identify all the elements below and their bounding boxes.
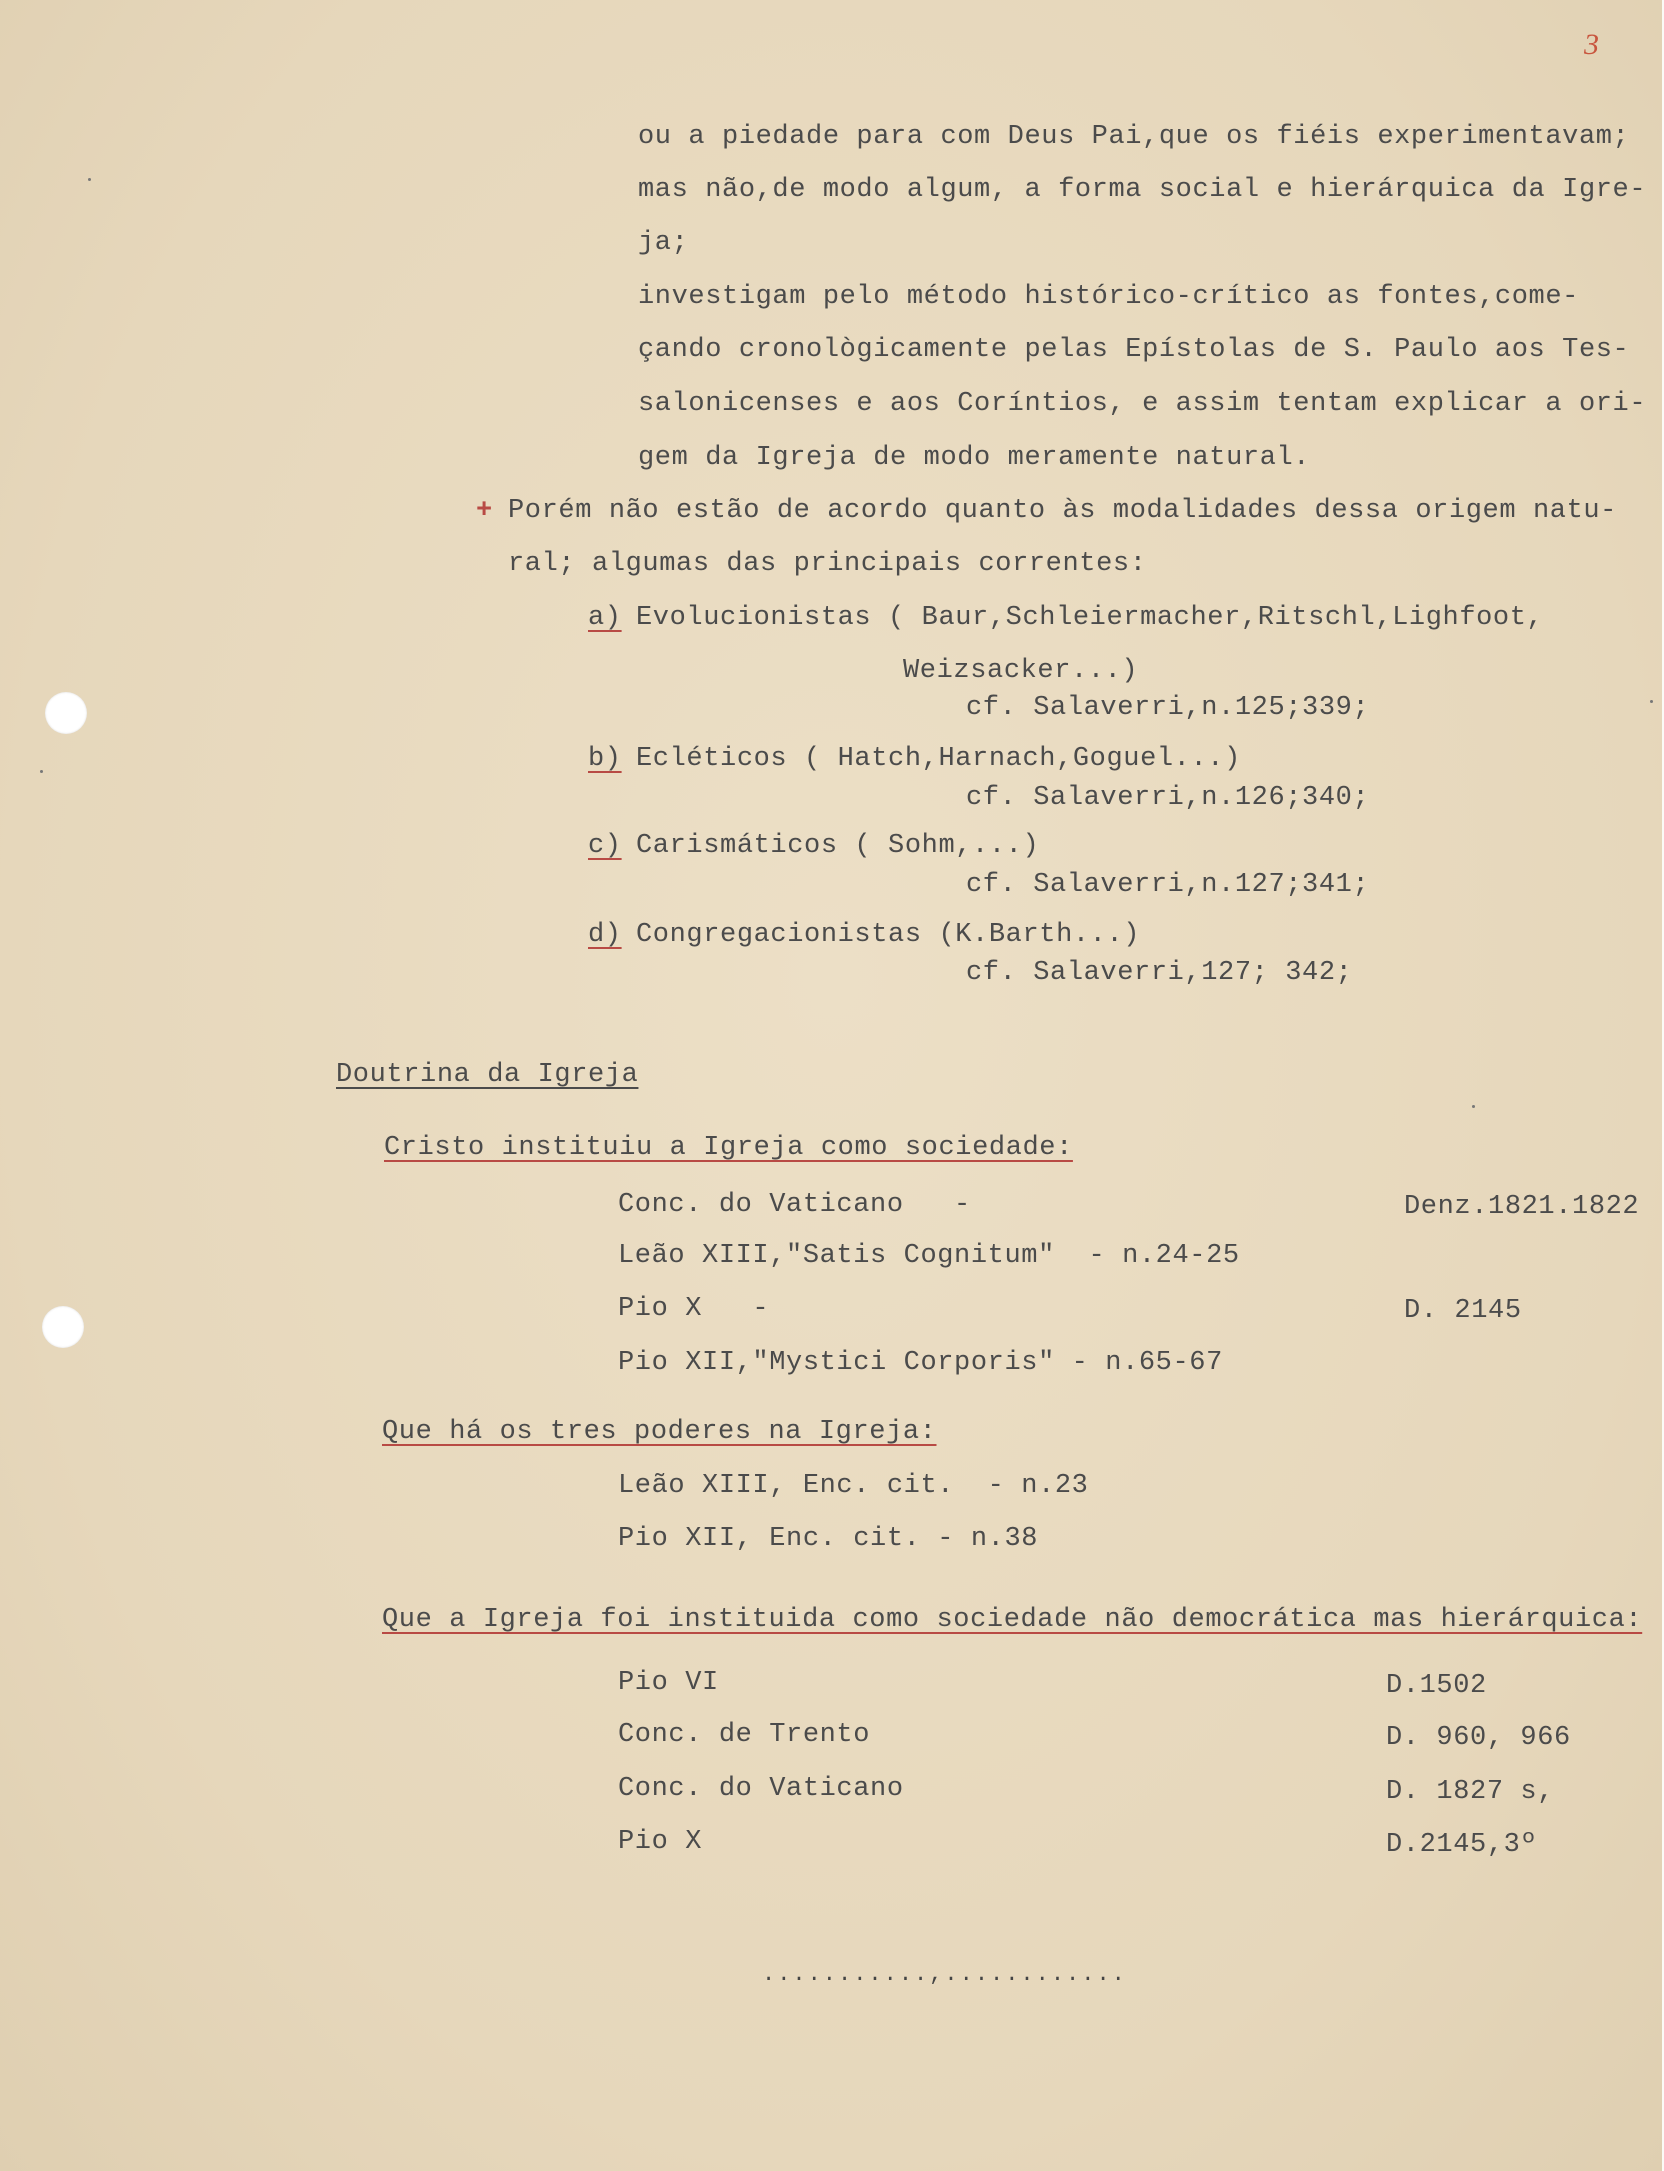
citation-source: Leão XIII,"Satis Cognitum" - n.24-25 [618,1241,1240,1271]
list-letter: a) [588,603,622,633]
paragraph-line: ou a piedade para com Deus Pai,que os fiéis experimentavam; [638,122,1630,152]
page-number: 3 [1584,28,1599,61]
paper-speck [1472,1105,1475,1108]
paragraph-line: investigam pelo método histórico-crítico as fontes,come- [638,282,1579,312]
citation-source: Pio XII, Enc. cit. - n.38 [618,1524,1039,1554]
subsection-heading: Cristo instituiu a Igreja como sociedade: [384,1133,1073,1163]
subsection-heading: Que há os tres poderes na Igreja: [382,1417,937,1447]
citation-source: Conc. do Vaticano [618,1774,904,1804]
current-text: Congregacionistas (K.Barth...) [636,920,1141,950]
paper-speck [40,770,43,773]
paragraph-line: çando cronològicamente pelas Epístolas de S. Paulo aos Tes- [638,335,1630,365]
end-separator-dots: ...........,............ [762,1962,1127,1987]
citation-reference: D. 960, 966 [1386,1723,1571,1753]
current-reference: cf. Salaverri,n.126;340; [966,783,1370,813]
subsection-heading: Que a Igreja foi instituida como sociedade não democrática mas hierárquica: [382,1605,1643,1635]
punch-hole-top [45,692,87,734]
paper-speck [1650,700,1653,703]
citation-source: Conc. de Trento [618,1720,871,1750]
current-text: Carismáticos ( Sohm,...) [636,831,1040,861]
paragraph-line: mas não,de modo algum, a forma social e hierárquica da Igre- [638,175,1647,205]
citation-source: Pio XII,"Mystici Corporis" - n.65-67 [618,1348,1223,1378]
current-text: Ecléticos ( Hatch,Harnach,Goguel...) [636,744,1241,774]
punch-hole-bottom [42,1306,84,1348]
citation-source: Pio X [618,1827,703,1857]
intro-line: ral; algumas das principais correntes: [508,549,1147,579]
current-reference: cf. Salaverri,n.125;339; [966,693,1370,723]
citation-source: Pio VI [618,1668,719,1698]
list-letter: d) [588,920,622,950]
section-heading: Doutrina da Igreja [336,1060,639,1090]
current-text-continued: Weizsacker...) [903,656,1139,686]
list-letter: b) [588,744,622,774]
intro-line: Porém não estão de acordo quanto às modalidades dessa origem natu- [508,496,1617,526]
current-reference: cf. Salaverri,127; 342; [966,958,1353,988]
paragraph-line: salonicenses e aos Coríntios, e assim tentam explicar a ori- [638,389,1647,419]
citation-source: Conc. do Vaticano - [618,1190,971,1220]
citation-source: Pio X - [618,1294,770,1324]
citation-reference: Denz.1821.1822 [1404,1192,1640,1222]
current-reference: cf. Salaverri,n.127;341; [966,870,1370,900]
list-letter: c) [588,831,622,861]
paragraph-line: ja; [638,228,689,258]
paper-speck [88,178,91,181]
citation-reference: D. 2145 [1404,1296,1522,1326]
citation-reference: D. 1827 s, [1386,1777,1555,1807]
citation-reference: D.2145,3º [1386,1830,1538,1860]
paragraph-line: gem da Igreja de modo meramente natural. [638,443,1311,473]
current-text: Evolucionistas ( Baur,Schleiermacher,Ritschl,Lighfoot, [636,603,1544,633]
plus-mark: + [476,496,493,526]
citation-source: Leão XIII, Enc. cit. - n.23 [618,1471,1089,1501]
citation-reference: D.1502 [1386,1671,1487,1701]
